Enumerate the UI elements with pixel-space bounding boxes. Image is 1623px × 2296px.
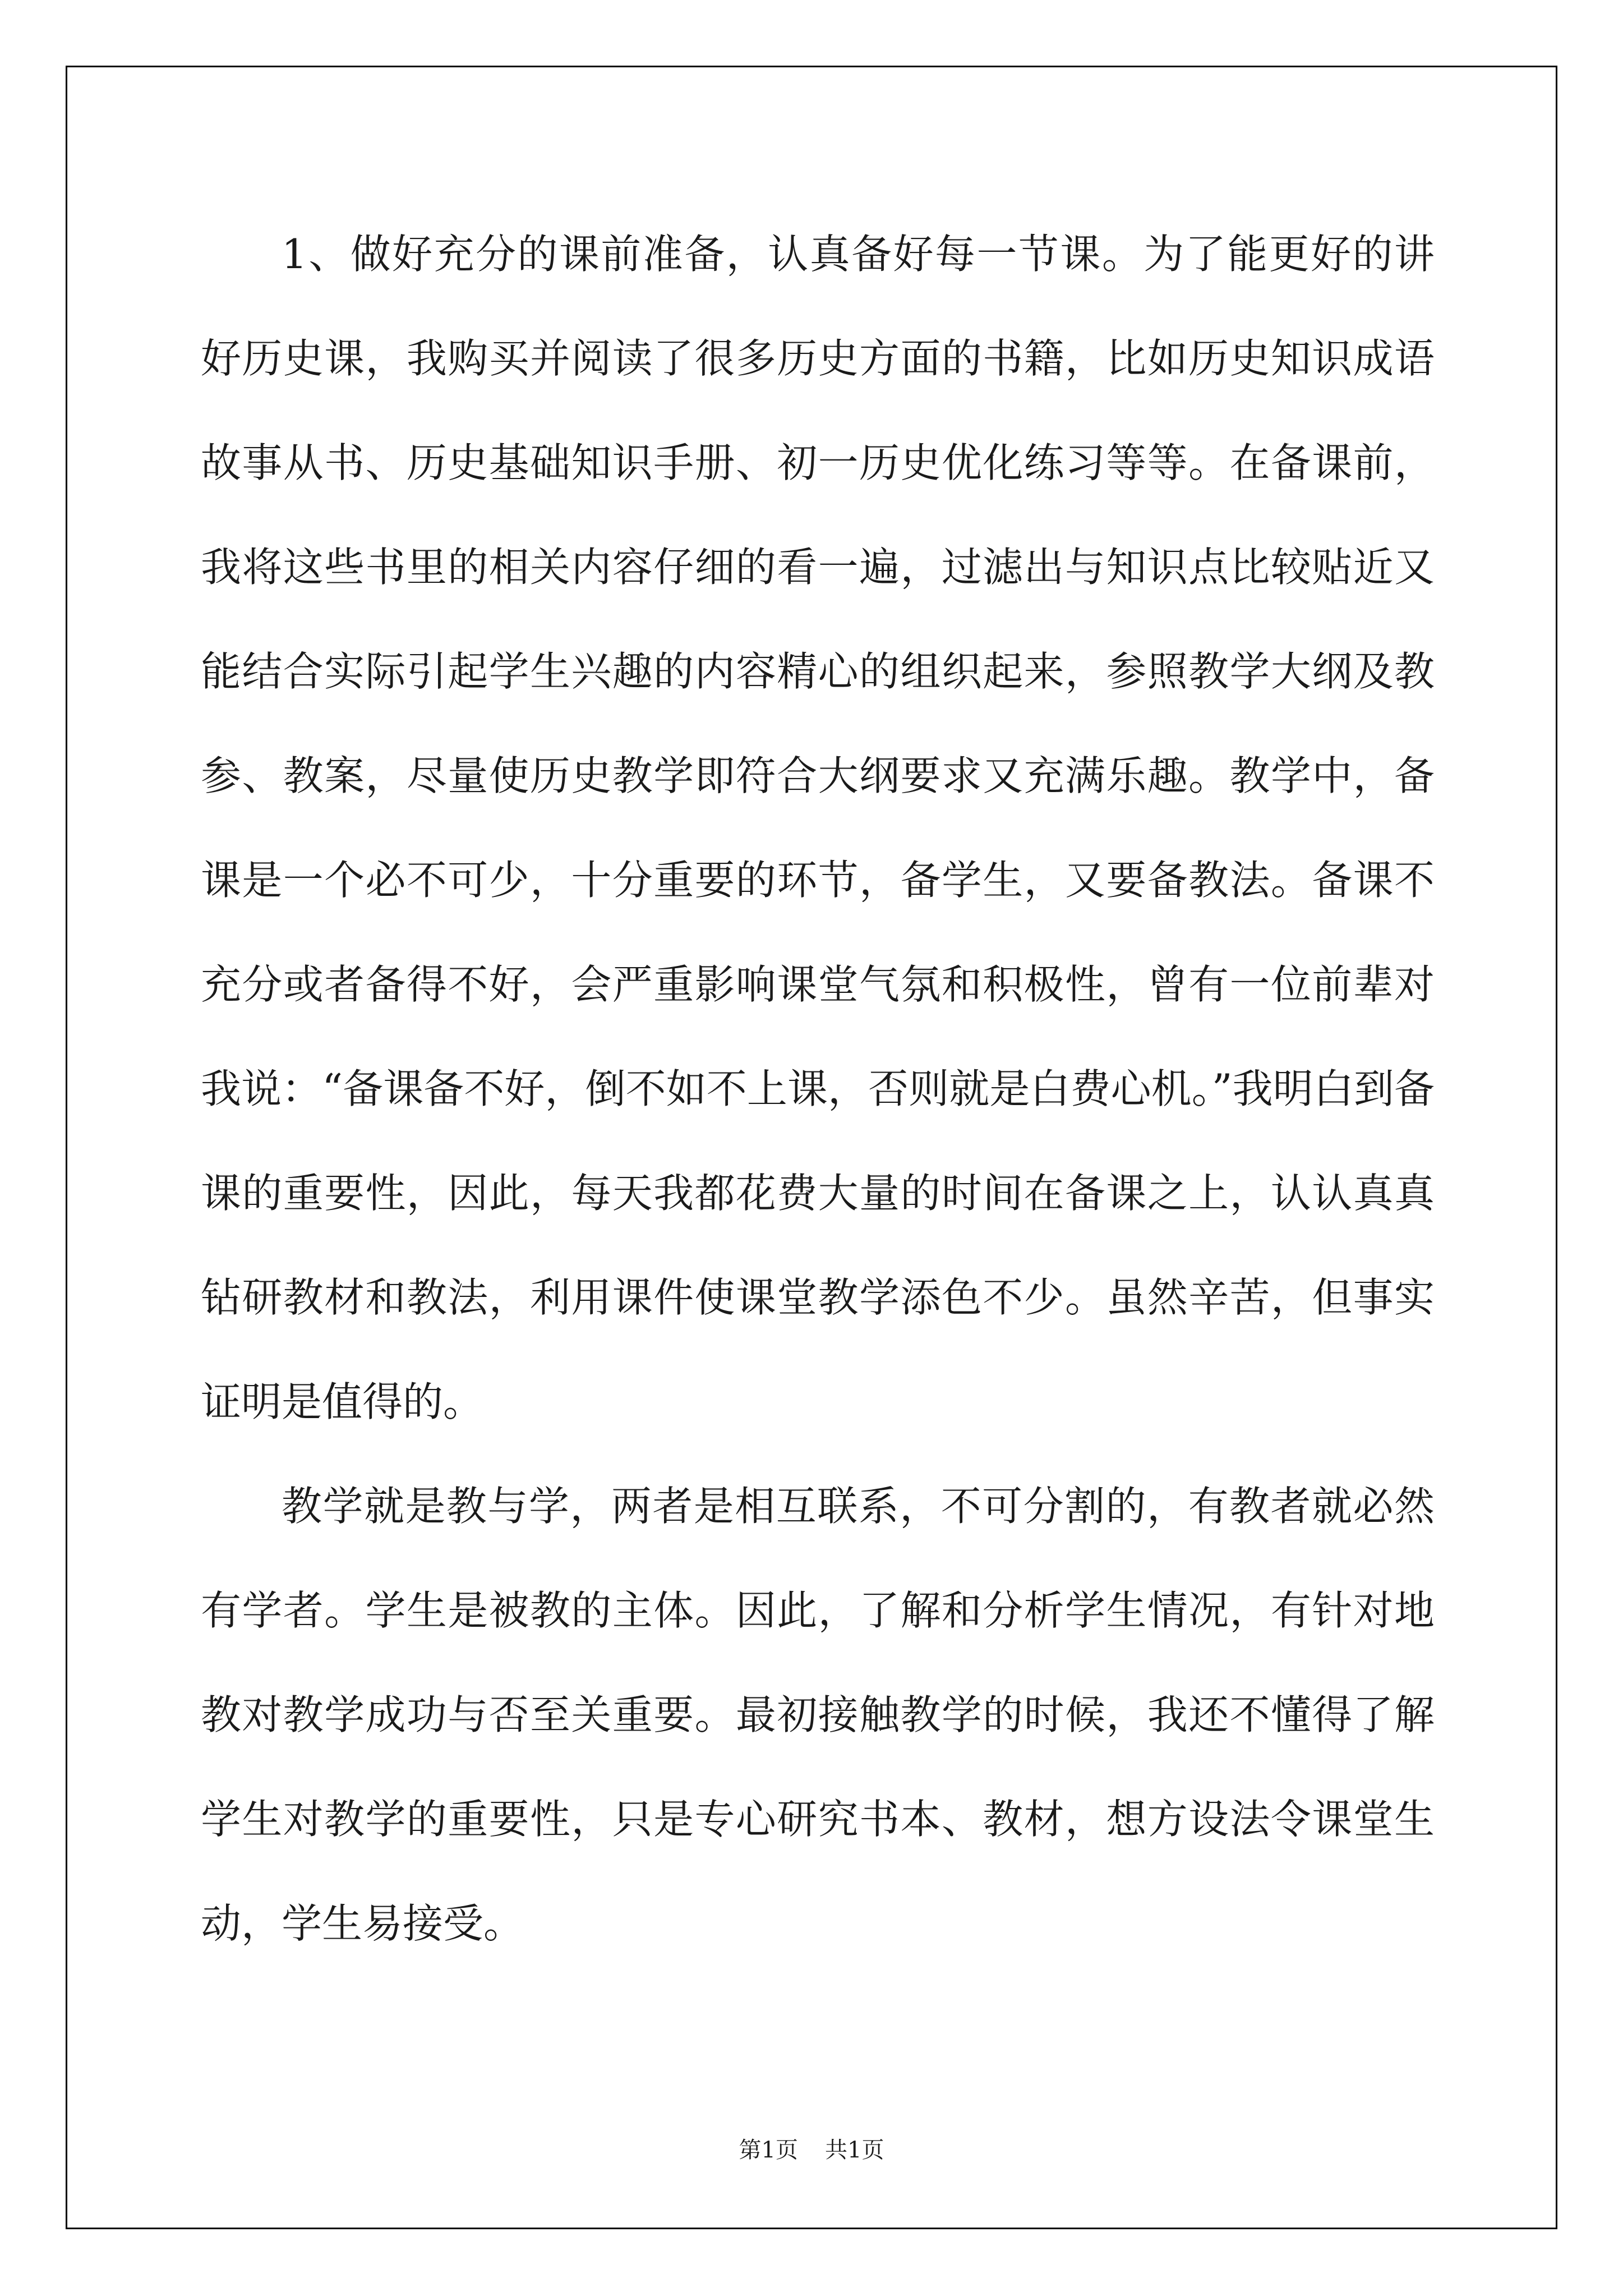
paragraph-2: 教学就是教与学，两者是相互联系，不可分割的，有教者就必然有学者。学生是被教的主体。因此，了解和分析学生情况，有针对地教对教学成功与否至关重要。最初接触教学的时候，我还不懂得了解学生对教学的重要性，只是专心研究书本、教材，想方设法令课堂生动，学生易接受。 [201,1483,1435,1947]
document-body [201,202,1435,1976]
page-total: 共1页 [825,2137,884,2163]
paragraph-1: 1、做好充分的课前准备，认真备好每一节课。为了能更好的讲好历史课，我购买并阅读了很多历史方面的书籍，比如历史知识成语故事从书、历史基础知识手册、初一历史优化练习等等。在备课前，我将这些书里的相关内容仔细的看一遍，过滤出与知识点比较贴近又能结合实际引起学生兴趣的内容精心的组织起来，参照教学大纲及教参、教案，尽量使历史教学即符合大纲要求又充满乐趣。教学中，备课是一个必不可少，十分重要的环节，备学生，又要备教法。备课不充分或者备得不好，会严重影响课堂气氛和积极性，曾有一位前辈对我说：“备课备不好，倒不如不上课，否则就是白费心机。”我明白到备课的重要性，因此，每天我都花费大量的时间在备课之上，认认真真钻研教材和教法，利用课件使课堂教学添色不少。虽然辛苦，但事实证明是值得的。 [201,231,1435,1425]
page-footer [0,2136,1623,2164]
page-number: 第1页 [739,2137,798,2163]
